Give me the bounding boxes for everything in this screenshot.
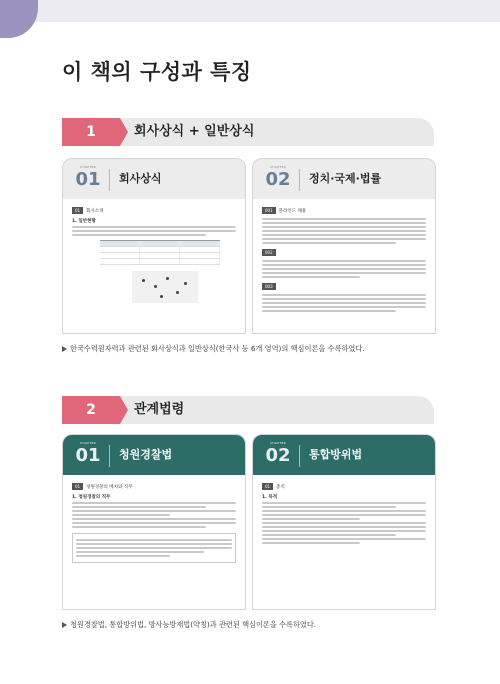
chapter-title: 정치·국제·법률: [309, 172, 382, 185]
subheading: 1. 청원경찰의 직무: [72, 495, 111, 500]
topic-tag: 01: [262, 483, 273, 490]
section-caption: 청원경찰법, 통합방위법, 방사능방재법(약칭)과 관련된 핵심이론을 수록하였다.: [62, 620, 316, 630]
arrow-right-icon: [62, 622, 67, 628]
section-header: [62, 118, 434, 146]
chapter-number: 01: [75, 169, 101, 190]
section-title: 회사상식 + 일반상식: [134, 124, 255, 139]
chapter-number: 02: [265, 169, 291, 190]
chapter-header: [63, 159, 245, 199]
chapter-header: [253, 435, 435, 475]
section-caption: 한국수력원자력과 관련된 회사상식과 일반상식(한국사 등 6개 영역)의 핵심이론을 수록하였다.: [62, 344, 365, 354]
chapter-label: CHAPTER: [269, 165, 287, 169]
chapter-body-preview: 01 청원경찰의 배치와 직무 1. 청원경찰의 직무: [63, 475, 245, 571]
corner-decor: [0, 0, 38, 38]
chapter-header: [63, 435, 245, 475]
subheading: 1. 목적: [262, 495, 278, 500]
topic-tag: 01: [72, 483, 83, 490]
top-decor-band: [0, 0, 500, 22]
arrow-right-icon: [62, 346, 67, 352]
chapter-number: 02: [265, 445, 291, 466]
chapter-label: CHAPTER: [269, 441, 287, 445]
topic-tag: 001: [262, 207, 276, 214]
chapter-preview-thumbnail: [252, 158, 436, 334]
chapter-body-preview: 01 총칙 1. 목적: [253, 475, 435, 554]
page-title: 이 책의 구성과 특징: [62, 60, 252, 84]
section-number: 1: [62, 118, 120, 146]
chapter-preview-thumbnail: [252, 434, 436, 610]
chapter-number: 01: [75, 445, 101, 466]
section-number: 2: [62, 396, 120, 424]
chapter-body-preview: 01 회사소개 1. 일반현황: [63, 199, 245, 311]
section-header: [62, 396, 434, 424]
topic-tag: 01: [72, 207, 83, 214]
subheading: 1. 일반현황: [72, 219, 96, 224]
chapter-title: 청원경찰법: [119, 448, 173, 461]
chapter-preview-thumbnail: [62, 434, 246, 610]
chapter-header: [253, 159, 435, 199]
chapter-title: 회사상식: [119, 172, 162, 185]
chapter-preview-thumbnail: [62, 158, 246, 334]
chapter-body-preview: 001 블라인드 채용 002 003: [253, 199, 435, 322]
mini-map-figure: [132, 271, 198, 303]
section-title: 관계법령: [134, 402, 185, 417]
note-box: [72, 533, 236, 563]
chapter-label: CHAPTER: [79, 165, 97, 169]
chapter-label: CHAPTER: [79, 441, 97, 445]
chapter-title: 통합방위법: [309, 448, 363, 461]
mini-table: [100, 240, 220, 265]
